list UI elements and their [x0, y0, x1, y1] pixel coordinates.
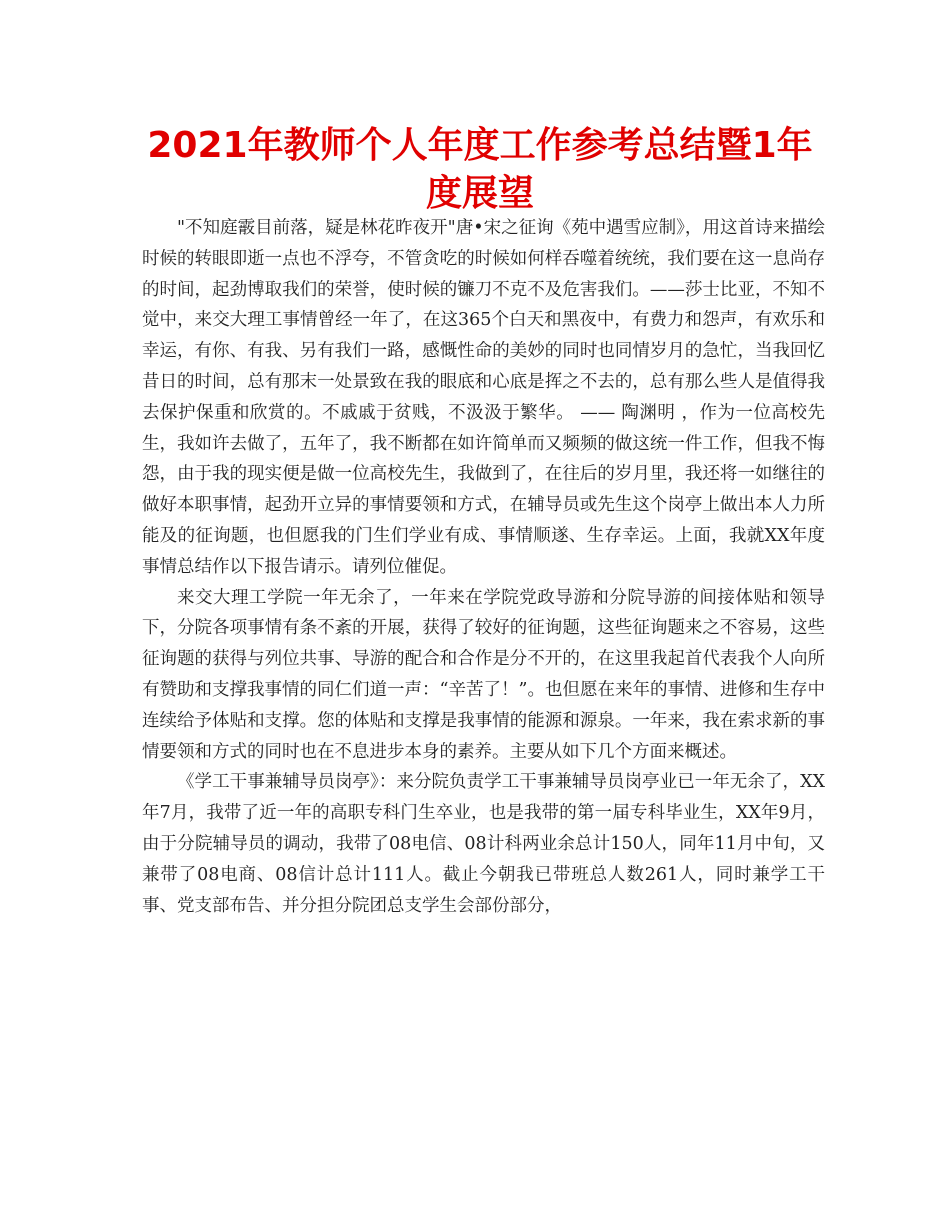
document-body — [142, 213, 825, 921]
body-paragraph-3: 《学工干事兼辅导员岗亭》：来分院负责学工干事兼辅导员岗亭业已一年无余了，XX年7月，我带了近一年的高职专科门生卒业，也是我带的第一届专科毕业生，XX年9月，由于分院辅导员的调动，我带了08电信、08计科两业余总计150人，同年11月中旬，又兼带了08电商、08信计总计111人。截止今朝我已带班总人数261人，同时兼学工干事、党支部布告、并分担分院团总支学生会部份部分， — [142, 772, 825, 916]
document-title: 2021年教师个人年度工作参考总结暨1年度展望 — [147, 125, 813, 214]
body-paragraph-2: 来交大理工学院一年无余了，一年来在学院党政导游和分院导游的间接体贴和领导下，分院各项事情有条不紊的开展，获得了较好的征询题，这些征询题来之不容易，这些征询题的获得与列位共事、导游的配合和合作是分不开的，在这里我起首代表我个人向所有赞助和支撑我事情的同仁们道一声：“辛苦了！”。也但愿在来年的事情、进修和生存中连续给予体贴和支撑。您的体贴和支撑是我事情的能源和源泉。一年来，我在索求新的事情要领和方式的同时也在不息进步本身的素养。主要从如下几个方面来概述。 — [142, 587, 825, 762]
body-paragraph-1: "不知庭霰目前落，疑是林花昨夜开"唐•宋之征询《苑中遇雪应制》，用这首诗来描绘时候的转眼即逝一点也不浮夸，不管贪吃的时候如何样吞噬着统统，我们要在这一息尚存的时间，起劲博取我们的荣誉，使时候的镰刀不克不及危害我们。——莎士比亚，不知不觉中，来交大理工事情曾经一年了，在这365个白天和黑夜中，有费力和怨声，有欢乐和幸运，有你、有我、另有我们一路，感慨性命的美妙的同时也同情岁月的急忙，当我回忆昔日的时间，总有那末一处景致在我的眼底和心底是挥之不去的，总有那么些人是值得我去保护保重和欣赏的。不戚戚于贫贱，不汲汲于繁华。 —— 陶渊明 ，作为一位高校先生，我如许去做了，五年了，我不断都在如许简单而又频频的做这统一件工作，但我不悔怨，由于我的现实便是做一位高校先生，我做到了，在往后的岁月里，我还将一如继往的做好本职事情，起劲开立异的事情要领和方式，在辅导员或先生这个岗亭上做出本人力所能及的征询题，也但愿我的门生们学业有成、事情顺遂、生存幸运。上面，我就XX年度事情总结作以下报告请示。请列位催促。 — [142, 218, 825, 577]
